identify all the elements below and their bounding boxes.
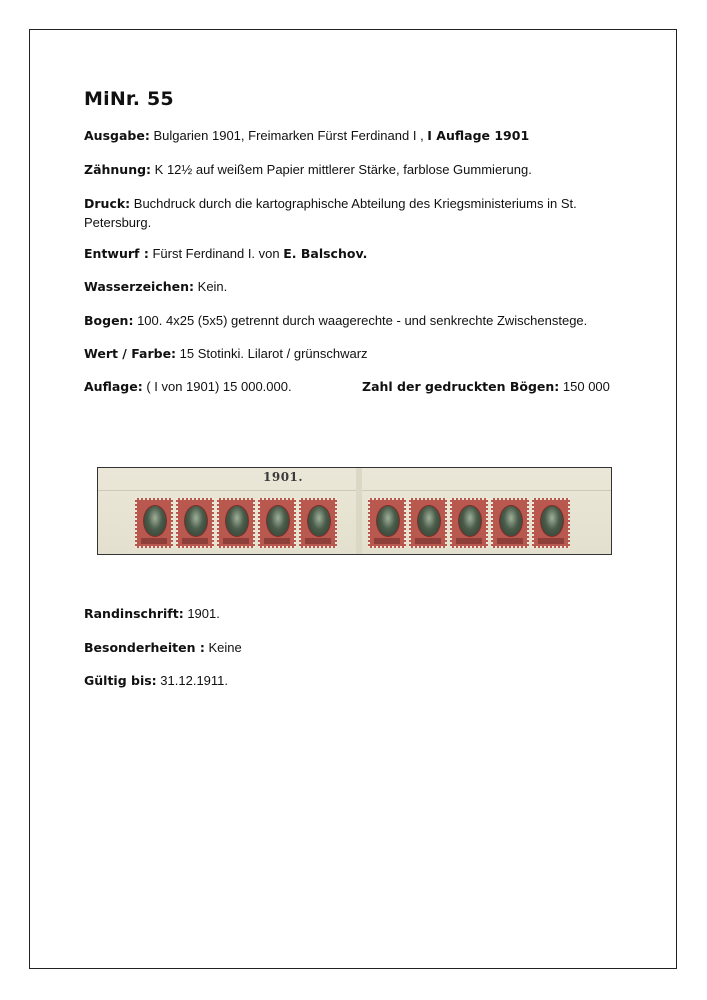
sheet-top-rule [98, 490, 612, 491]
bogen-text: 100. 4x25 (5x5) getrennt durch waagerechte - und senkrechte Zwischenstege. [133, 313, 588, 328]
gueltig-line [84, 671, 604, 690]
value-tablet [264, 538, 290, 544]
gueltig-text: 31.12.1911. [156, 673, 229, 688]
zaehnung-label: Zähnung: [84, 162, 152, 177]
portrait-oval [499, 505, 523, 537]
druck-line [84, 194, 604, 232]
portrait-oval [540, 505, 564, 537]
ausgabe-text: Bulgarien 1901, Freimarken Fürst Ferdinand I , [149, 128, 428, 143]
besonderheiten-text: Keine [204, 640, 242, 655]
value-tablet [305, 538, 331, 544]
entwurf-label: Entwurf : [84, 246, 149, 261]
page-title: MiNr. 55 [84, 88, 174, 110]
stamp [176, 498, 214, 548]
portrait-oval [266, 505, 290, 537]
portrait-oval [417, 505, 441, 537]
bogen-count [362, 377, 610, 396]
bogen-count-text: 150 000 [559, 379, 610, 394]
wert-farbe-text: 15 Stotinki. Lilarot / grünschwarz [176, 346, 368, 361]
randinschrift-line [84, 604, 604, 623]
stamp [532, 498, 570, 548]
stamp [409, 498, 447, 548]
entwurf-emphasis: E. Balschov. [283, 246, 368, 261]
portrait-oval [376, 505, 400, 537]
auflage-text: ( I von 1901) 15 000.000. [142, 379, 292, 394]
value-tablet [538, 538, 564, 544]
besonderheiten-line [84, 638, 604, 657]
portrait-oval [225, 505, 249, 537]
zaehnung-line [84, 160, 604, 179]
entwurf-line [84, 244, 604, 263]
vertical-gutter [356, 468, 362, 555]
ausgabe-emphasis: I Auflage 1901 [427, 128, 530, 143]
stamp [217, 498, 255, 548]
stamp [491, 498, 529, 548]
wasserzeichen-text: Kein. [194, 279, 228, 294]
randinschrift-label: Randinschrift: [84, 606, 184, 621]
portrait-oval [458, 505, 482, 537]
bogen-count-label: Zahl der gedruckten Bögen: [362, 379, 560, 394]
auflage-line [84, 377, 610, 396]
wert-farbe-label: Wert / Farbe: [84, 346, 177, 361]
margin-inscription: 1901. [263, 470, 304, 484]
gueltig-label: Gültig bis: [84, 673, 157, 688]
stamp [258, 498, 296, 548]
wasserzeichen-line [84, 277, 604, 296]
druck-label: Druck: [84, 196, 131, 211]
portrait-oval [184, 505, 208, 537]
portrait-oval [143, 505, 167, 537]
auflage-label: Auflage: [84, 379, 143, 394]
value-tablet [497, 538, 523, 544]
entwurf-text: Fürst Ferdinand I. von [148, 246, 284, 261]
stamp [450, 498, 488, 548]
value-tablet [456, 538, 482, 544]
portrait-oval [307, 505, 331, 537]
bogen-label: Bogen: [84, 313, 134, 328]
zaehnung-text: K 12½ auf weißem Papier mittlerer Stärke, farblose Gummierung. [151, 162, 532, 177]
druck-text: Buchdruck durch die kartographische Abteilung des Kriegsministeriums in St. Petersburg. [84, 196, 577, 230]
besonderheiten-label: Besonderheiten : [84, 640, 205, 655]
value-tablet [415, 538, 441, 544]
stamp [299, 498, 337, 548]
stamp [135, 498, 173, 548]
stamp-strip-image [97, 467, 612, 555]
ausgabe-line [84, 126, 604, 145]
randinschrift-text: 1901. [183, 606, 220, 621]
ausgabe-label: Ausgabe: [84, 128, 150, 143]
value-tablet [223, 538, 249, 544]
value-tablet [182, 538, 208, 544]
value-tablet [374, 538, 400, 544]
value-tablet [141, 538, 167, 544]
wasserzeichen-label: Wasserzeichen: [84, 279, 195, 294]
stamp [368, 498, 406, 548]
bogen-line [84, 311, 604, 330]
wert-farbe-line [84, 344, 604, 363]
